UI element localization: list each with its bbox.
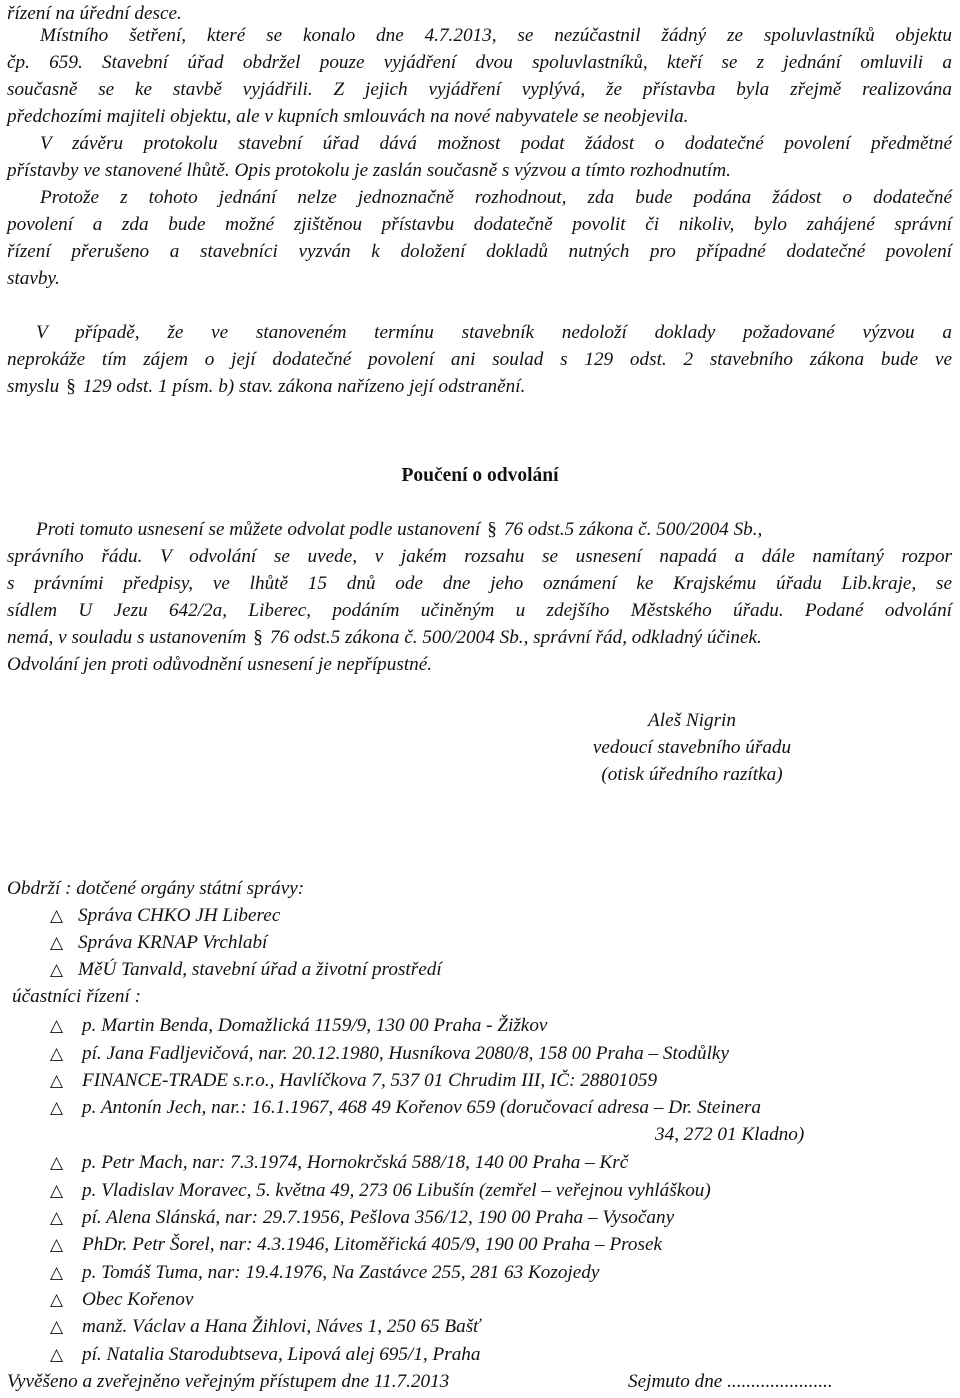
- triangle-bullet-icon: △: [50, 1098, 64, 1117]
- text-span: neprokáže tím zájem o její dodatečné povolení ani soulad s 129 odst. 2 stavebního zákona bude ve: [7, 349, 952, 370]
- list-item: pí. Natalia Starodubtseva, Lipová alej 695/1, Praha: [82, 1344, 481, 1365]
- triangle-bullet-icon: △: [50, 1071, 64, 1090]
- list-item: manž. Václav a Hana Žihlovi, Náves 1, 250 65 Bašť: [82, 1316, 481, 1337]
- text-line: přístavby ve stanovené lhůtě. Opis protokolu je zaslán současně s výzvou a tímto rozhodnutím.: [7, 160, 731, 181]
- list-item: p. Petr Mach, nar: 7.3.1974, Hornokrčská 588/18, 140 00 Praha – Krč: [82, 1152, 629, 1173]
- text-span: 76 odst.5 zákona č. 500/2004 Sb., správní řád, odkladný účinek.: [269, 627, 762, 648]
- text-line: s právními předpisy, ve lhůtě 15 dnů ode dne jeho oznámení ke Krajskému úřadu Lib.kraje, se: [7, 573, 952, 594]
- list-item: MěÚ Tanvald, stavební úřad a životní prostředí: [78, 959, 442, 980]
- text-line: správního řádu. V odvolání se uvede, v jakém rozsahu se usnesení napadá a dále namítaný rozpor: [7, 546, 952, 567]
- text-line: Odvolání jen proti odůvodnění usnesení je nepřípustné.: [7, 654, 433, 675]
- list-item: Správa KRNAP Vrchlabí: [78, 932, 268, 953]
- text-line: [7, 346, 952, 373]
- triangle-bullet-icon: △: [50, 1317, 64, 1336]
- stamp-note: (otisk úředního razítka): [601, 764, 783, 785]
- triangle-bullet-icon: △: [50, 1208, 64, 1227]
- text-span: Proti tomuto usnesení se můžete odvolat podle ustanovení: [36, 519, 481, 540]
- list-item: Správa CHKO JH Liberec: [78, 905, 281, 926]
- text-span: 76 odst.5 zákona č. 500/2004 Sb.,: [503, 519, 763, 540]
- text-line: [36, 516, 762, 543]
- triangle-bullet-icon: △: [50, 1263, 64, 1282]
- triangle-bullet-icon: △: [50, 1345, 64, 1364]
- text-line: Protože z tohoto jednání nelze jednoznačně rozhodnout, zda bude podána žádost o dodatečné: [40, 187, 952, 208]
- text-line: předchozími majiteli objektu, ale v kupních smlouvách na nové nabyvatele se neobjevila.: [7, 106, 689, 127]
- text-line: sídlem U Jezu 642/2a, Liberec, podáním učiněným u zdejšího Městského úřadu. Podané odvolání: [7, 600, 952, 621]
- triangle-bullet-icon: △: [50, 1290, 64, 1309]
- text-span: smyslu: [7, 376, 60, 397]
- section-sign-icon: §: [66, 376, 76, 397]
- triangle-bullet-icon: △: [50, 1016, 64, 1035]
- text-line: povolení a zda bude možné zjištěnou přístavbu dodatečně povolit či nikoliv, bylo zahájené správní: [7, 214, 952, 235]
- posted-note: Vyvěšeno a zveřejněno veřejným přístupem dne 11.7.2013: [7, 1371, 450, 1392]
- text-span: nemá, v souladu s ustanovením: [7, 627, 247, 648]
- triangle-bullet-icon: △: [50, 906, 64, 925]
- list-item: pí. Jana Fadljevičová, nar. 20.12.1980, Husníkova 2080/8, 158 00 Praha – Stodůlky: [82, 1043, 729, 1064]
- text-line: [7, 373, 525, 400]
- list-item: Obec Kořenov: [82, 1289, 194, 1310]
- text-line: V závěru protokolu stavební úřad dává možnost podat žádost o dodatečné povolení předmětné: [40, 133, 952, 154]
- text-line: čp. 659. Stavební úřad obdržel pouze vyjádření dvou spoluvlastníků, kteří se z jednání omluvili a: [7, 52, 952, 73]
- list-item: p. Antonín Jech, nar.: 16.1.1967, 468 49 Kořenov 659 (doručovací adresa – Dr. Steinera: [82, 1097, 761, 1118]
- removed-note: Sejmuto dne ......................: [628, 1371, 833, 1392]
- section-sign-icon: §: [253, 627, 263, 648]
- text-line: řízení na úřední desce.: [7, 3, 182, 24]
- recipients-heading: Obdrží : dotčené orgány státní správy:: [7, 878, 305, 899]
- list-item: p. Tomáš Tuma, nar: 19.4.1976, Na Zastávce 255, 281 63 Kozojedy: [82, 1262, 600, 1283]
- signatory-name: Aleš Nigrin: [648, 710, 736, 731]
- triangle-bullet-icon: △: [50, 1181, 64, 1200]
- triangle-bullet-icon: △: [50, 960, 64, 979]
- section-heading: Poučení o odvolání: [401, 465, 559, 486]
- text-span: 129 odst. 1 písm. b) stav. zákona nařízeno její odstranění.: [82, 376, 526, 397]
- list-item: p. Martin Benda, Domažlická 1159/9, 130 00 Praha - Žižkov: [82, 1015, 548, 1036]
- section-sign-icon: §: [487, 519, 497, 540]
- triangle-bullet-icon: △: [50, 1044, 64, 1063]
- triangle-bullet-icon: △: [50, 1153, 64, 1172]
- list-item: FINANCE-TRADE s.r.o., Havlíčkova 7, 537 01 Chrudim III, IČ: 28801059: [82, 1070, 658, 1091]
- participants-heading: účastníci řízení :: [12, 986, 141, 1007]
- text-line: [7, 624, 762, 651]
- text-line: V případě, že ve stanoveném termínu stavebník nedoloží doklady požadované výzvou a: [36, 322, 952, 343]
- triangle-bullet-icon: △: [50, 933, 64, 952]
- text-line: řízení přerušeno a stavebníci vyzván k doložení dokladů nutných pro případné dodatečné povolení: [7, 241, 952, 262]
- text-line: současně se ke stavbě vyjádřili. Z jejich vyjádření vyplývá, že přístavba byla zřejmě realizována: [7, 79, 952, 100]
- list-item: pí. Alena Slánská, nar: 29.7.1956, Pešlova 356/12, 190 00 Praha – Vysočany: [82, 1207, 675, 1228]
- text-line: stavby.: [7, 268, 60, 289]
- triangle-bullet-icon: △: [50, 1235, 64, 1254]
- list-item: p. Vladislav Moravec, 5. května 49, 273 06 Libušín (zemřel – veřejnou vyhláškou): [82, 1180, 711, 1201]
- text-line: Místního šetření, které se konalo dne 4.7.2013, se nezúčastnil žádný ze spoluvlastníků objektu: [40, 25, 952, 46]
- address-continuation: 34, 272 01 Kladno): [655, 1124, 805, 1145]
- signatory-role: vedoucí stavebního úřadu: [592, 737, 792, 758]
- list-item: PhDr. Petr Šorel, nar: 4.3.1946, Litoměřická 405/9, 190 00 Praha – Prosek: [82, 1234, 663, 1255]
